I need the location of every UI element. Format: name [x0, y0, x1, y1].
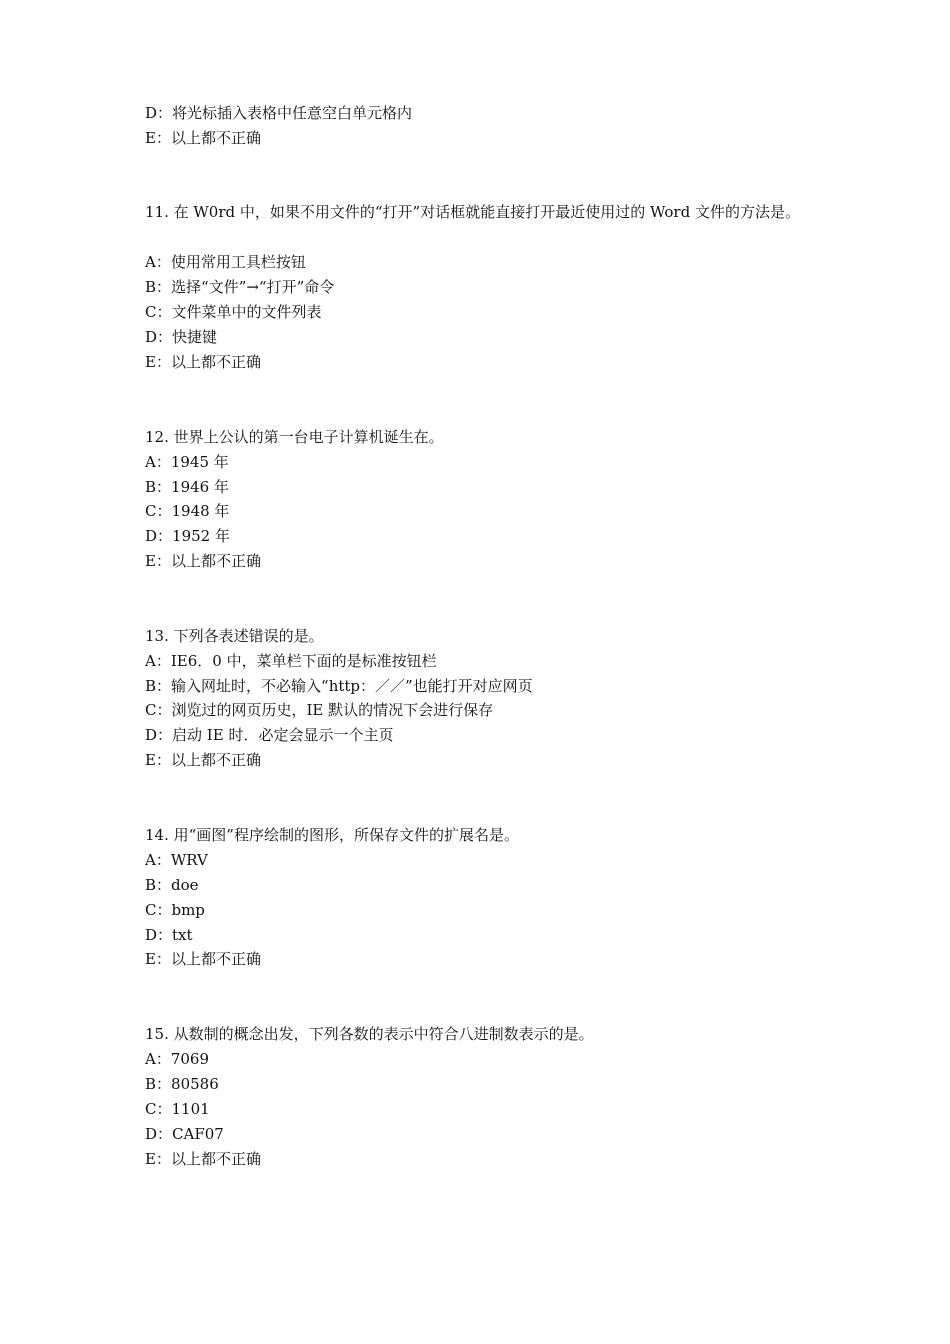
option-line: C：文件菜单中的文件列表 — [145, 303, 322, 321]
option-line: E：以上都不正确 — [145, 950, 261, 968]
option-line: E：以上都不正确 — [145, 552, 261, 570]
question-title: 15. 从数制的概念出发，下列各数的表示中符合八进制数表示的是。 — [145, 1025, 594, 1043]
question-title: 14. 用“画图”程序绘制的图形，所保存文件的扩展名是。 — [145, 826, 519, 844]
option-line: D：快捷键 — [145, 328, 218, 346]
option-line: B：选择“文件”→“打开”命令 — [145, 278, 335, 296]
option-line: E：以上都不正确 — [145, 751, 261, 769]
question-title: 12. 世界上公认的第一台电子计算机诞生在。 — [145, 428, 444, 446]
option-line: B：80586 — [145, 1075, 219, 1093]
option-line: B：输入网址时，不必输入“http：／／”也能打开对应网页 — [145, 677, 533, 695]
option-line: B：1946 年 — [145, 478, 229, 496]
option-line: A：1945 年 — [145, 453, 229, 471]
question-title: 11. 在 W0rd 中，如果不用文件的“打开”对话框就能直接打开最近使用过的 Word 文件的方法是。 — [145, 203, 800, 221]
question-title: 13. 下列各表述错误的是。 — [145, 627, 324, 645]
option-line: D：1952 年 — [145, 527, 230, 545]
option-line: E：以上都不正确 — [145, 129, 261, 147]
option-line: D：启动 IE 时．必定会显示一个主页 — [145, 726, 394, 744]
option-line: A：WRV — [145, 851, 208, 869]
option-line: A：使用常用工具栏按钮 — [145, 253, 306, 271]
option-line: C：1101 — [145, 1100, 210, 1118]
option-line: C：bmp — [145, 901, 205, 919]
option-line: C：1948 年 — [145, 502, 230, 520]
option-line: B：doe — [145, 876, 199, 894]
option-line: C：浏览过的网页历史，IE 默认的情况下会进行保存 — [145, 701, 494, 719]
option-line: E：以上都不正确 — [145, 1150, 261, 1168]
option-line: D：将光标插入表格中任意空白单元格内 — [145, 104, 413, 122]
option-line: A：IE6．0 中，菜单栏下面的是标准按钮栏 — [145, 652, 437, 670]
option-line: D：CAF07 — [145, 1125, 224, 1143]
option-line: A：7069 — [145, 1050, 210, 1068]
option-line: E：以上都不正确 — [145, 353, 261, 371]
option-line: D：txt — [145, 926, 193, 944]
